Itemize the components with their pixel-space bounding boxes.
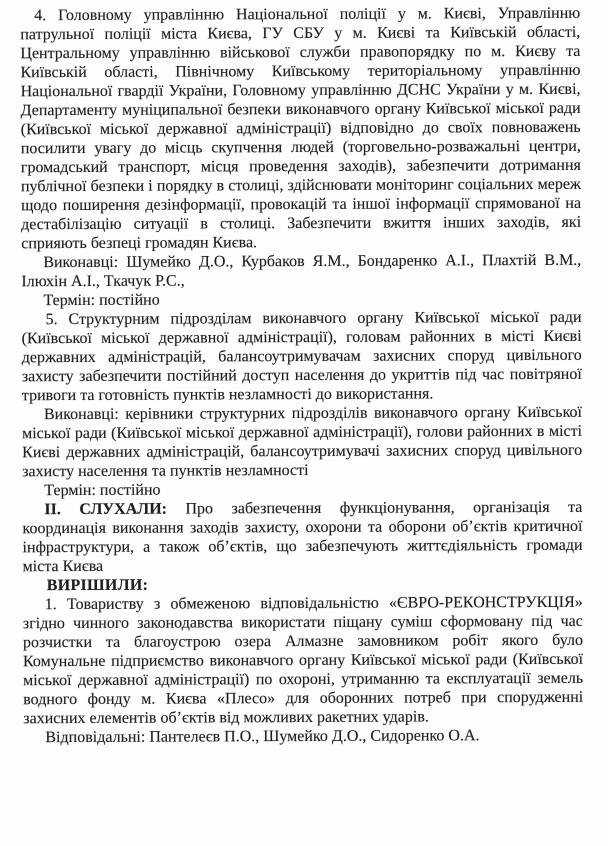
heard-section-label: ІІ. СЛУХАЛИ:	[44, 500, 167, 519]
term-line-item-5: Термін: постійно	[44, 481, 161, 500]
heard-section-paragraph	[22, 498, 582, 576]
executors-line-item-5: Виконавці: керівники структурних підрозділів виконавчого органу Київської міської ради (Київської міської державної адміністрації), голови районних в місті Києві державних адміністрацій, балансоутримувачі захисних споруд цивільного захисту населення та пунктів незламності	[22, 403, 583, 481]
paragraph-resolved-item-1: 1. Товариству з обмеженою відповідальністю «ЄВРО-РЕКОНСТРУКЦІЯ» згідно чинного законодавства використати піщану суміш сформовану під час розчистки та благоустрою озера Алмазне замовником робіт якого було Комунальне підприємство виконавчого органу Київської міської ради (Київської міської державної адміністрації) по охороні, утриманню та експлуатації земель водного фонду м. Києва «Плесо» для оборонних потреб при спорудженні захисних елементів об’єктів від можливих ракетних ударів.	[22, 593, 584, 728]
paragraph-item-5: 5. Структурним підрозділам виконавчого органу Київської міської ради (Київської міської державної адміністрації), головам районних в місті Києві державних адміністрацій, балансоутримувачам захисних споруд цивільного захисту забезпечити постійний доступ населення до укриттів під час повітряної тривоги та готовність пунктів незламності до використання.	[21, 308, 582, 405]
heard-section-text: Про забезпечення функціонування, організація та координація виконання заходів захисту, охорони та оборони об’єктів критичної інфраструктури, а також об’єктів, що забезпечують життєдіяльність громади міста Києва	[22, 498, 583, 576]
resolved-section-heading: ВИРІШИЛИ:	[46, 576, 149, 595]
executors-line-item-4: Виконавці: Шумейко Д.О., Курбаков Я.М., Бондаренко А.І., Плахтій В.М., Ілюхін А.І., Ткачук Р.С.,	[21, 251, 582, 291]
paragraph-item-4: 4. Головному управлінню Національної поліції у м. Києві, Управлінню патрульної поліції міста Києва, ГУ СБУ у м. Києві та Київській області, Центральному управлінню військової служби правопорядку по м. Києву та Київській області, Північному Київському територіальному управлінню Національної гвардії України, Головному управлінню ДСНС України у м. Києві, Департаменту муніципальної безпеки виконавчого органу Київської міської ради (Київської міської державної адміністрації) відповідно до своїх повноважень посилити увагу до місць скупчення людей (торговельно-розважальні центри, громадський транспорт, місця проведення заходів), забезпечити дотримання публічної безпеки і порядку в столиці, здійснювати моніторинг соціальних мереж щодо поширення дезінформації, провокацій та іншої інформації спрямованої на дестабілізацію ситуації в столиці. Забезпечити вжиття інших заходів, які сприяють безпеці громадян Києва.	[20, 4, 582, 253]
responsible-line: Відповідальні: Пантелеєв П.О., Шумейко Д.О., Сидоренко О.А.	[45, 727, 480, 747]
term-line-item-4: Термін: постійно	[43, 291, 160, 310]
